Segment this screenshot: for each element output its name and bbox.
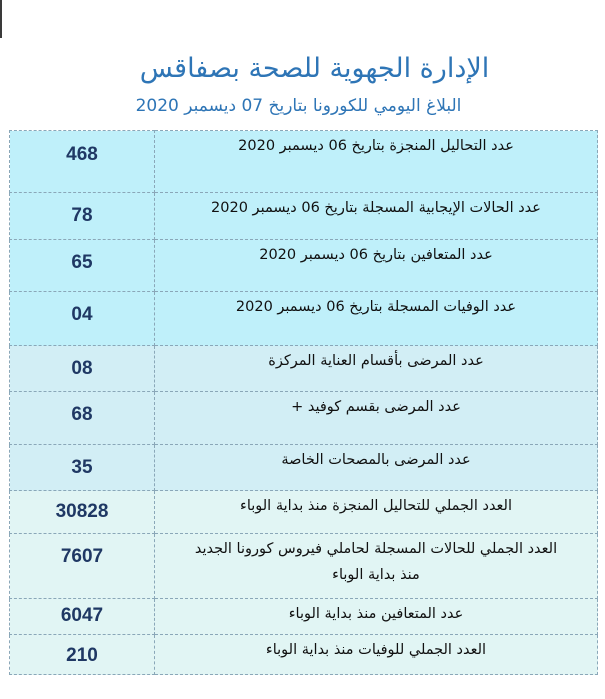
row-value: 30828 (10, 491, 155, 534)
row-value: 08 (10, 346, 155, 392)
row-label: العدد الجملي للوفيات منذ بداية الوباء (155, 635, 598, 675)
table-row (10, 491, 598, 534)
row-label: عدد المرضى بالمصحات الخاصة (155, 445, 598, 491)
row-value: 04 (10, 292, 155, 346)
table-row (10, 240, 598, 292)
row-label: عدد الوفيات المسجلة بتاريخ 06 ديسمبر 2020 (155, 292, 598, 346)
table-row (10, 292, 598, 346)
row-value: 68 (10, 392, 155, 445)
row-value: 210 (10, 635, 155, 675)
table-row (10, 131, 598, 193)
row-value: 7607 (10, 534, 155, 599)
row-value: 78 (10, 193, 155, 240)
row-label: العدد الجملي للحالات المسجلة لحاملي فيروس كورونا الجديد منذ بداية الوباء (155, 534, 598, 599)
row-label: عدد المتعافين بتاريخ 06 ديسمبر 2020 (155, 240, 598, 292)
report-subtitle: البلاغ اليومي للكورونا بتاريخ 07 ديسمبر 2020 (135, 96, 462, 116)
row-label: عدد الحالات الإيجابية المسجلة بتاريخ 06 ديسمبر 2020 (155, 193, 598, 240)
row-label: عدد المرضى بأقسام العناية المركزة (155, 346, 598, 392)
row-label: عدد المرضى بقسم كوفيد + (155, 392, 598, 445)
table-row (10, 445, 598, 491)
page-title: الإدارة الجهوية للصحة بصفاقس (139, 53, 490, 84)
row-label: العدد الجملي للتحاليل المنجزة منذ بداية الوباء (155, 491, 598, 534)
row-value: 6047 (10, 599, 155, 635)
table-row (10, 599, 598, 635)
row-label: عدد المتعافين منذ بداية الوباء (155, 599, 598, 635)
table-row (10, 193, 598, 240)
table-row (10, 346, 598, 392)
table-row (10, 534, 598, 599)
row-label: عدد التحاليل المنجزة بتاريخ 06 ديسمبر 2020 (155, 131, 598, 193)
table-row (10, 392, 598, 445)
table-row (10, 635, 598, 675)
row-value: 65 (10, 240, 155, 292)
statistics-table (9, 130, 598, 675)
header (0, 52, 605, 117)
row-value: 468 (10, 131, 155, 193)
window-frame-edge (0, 0, 2, 38)
row-value: 35 (10, 445, 155, 491)
